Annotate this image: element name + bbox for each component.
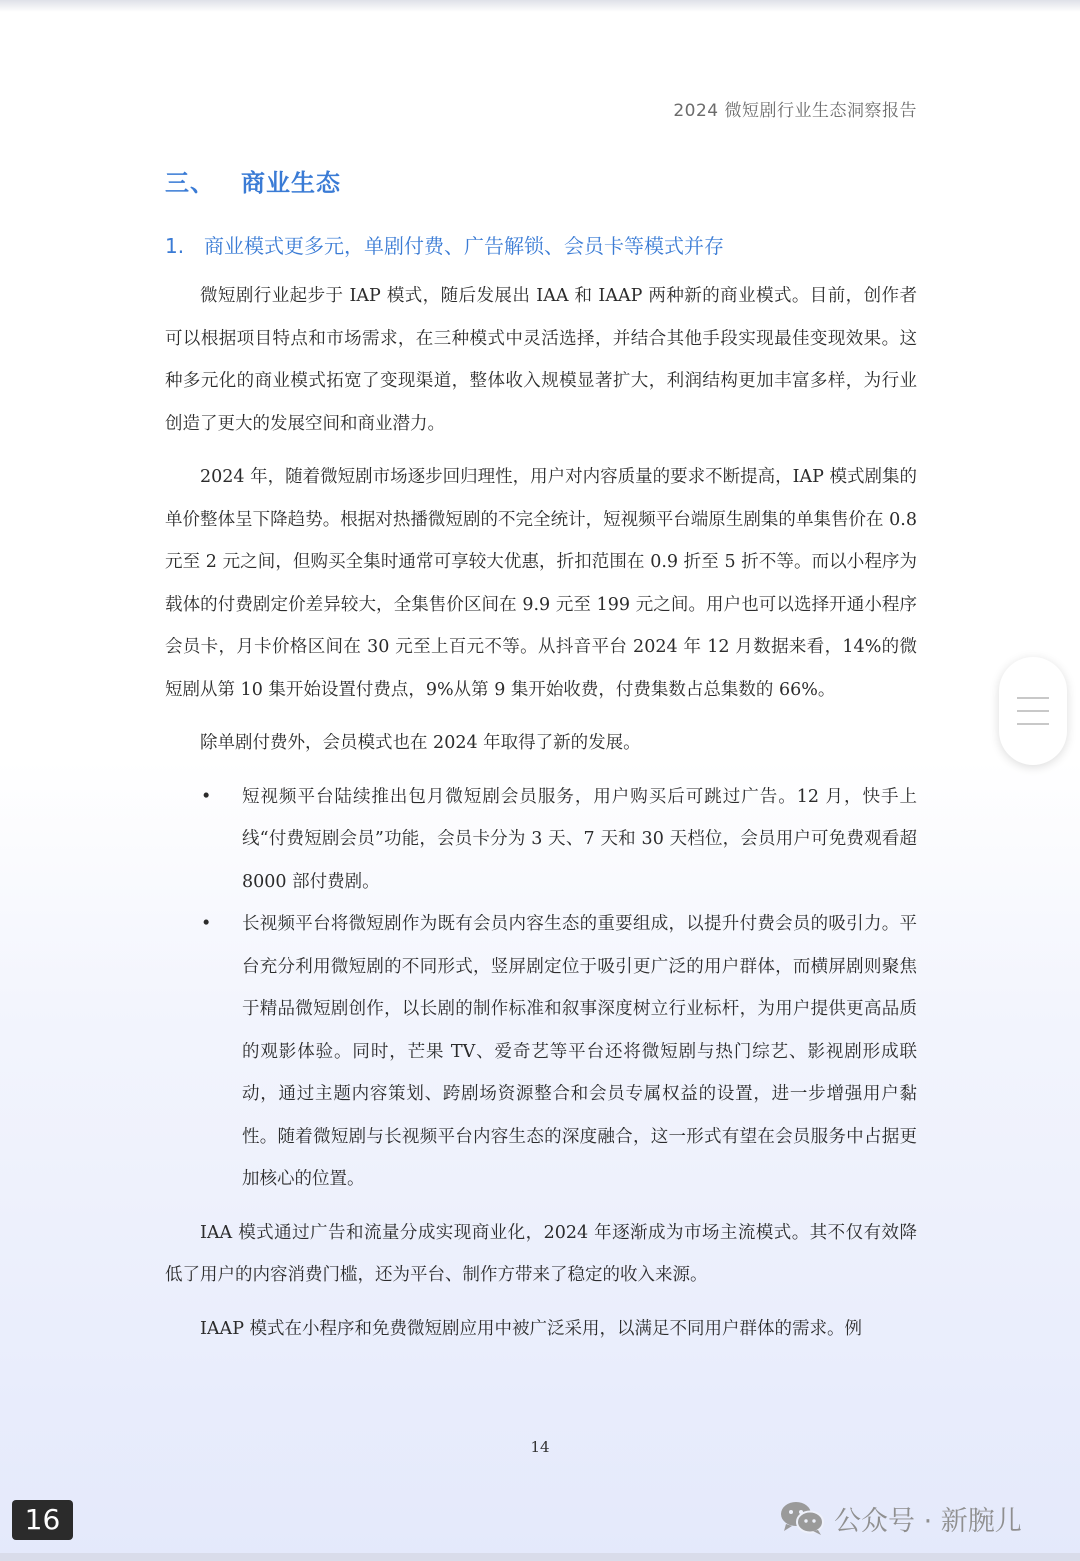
top-shadow [0,0,1080,12]
bullet-dot: • [201,914,212,934]
paragraph-iap-pricing: 2024 年，随着微短剧市场逐步回归理性，用户对内容质量的要求不断提高，IAP 模式剧集的单价整体呈下降趋势。根据对热播微短剧的不完全统计，短视频平台端原生剧集的单集售价在 0.8 元至 2 元之间，但购买全集时通常可享较大优惠，折扣范围在 0.9 折至 5 折不等。而以小程序为载体的付费剧定价差异较大，全集售价区间在 9.9 元至 199 元之间。用户也可以选择开通小程序会员卡，月卡价格区间在 30 元至上百元不等。从抖音平台 2024 年 12 月数据来看，14%的微短剧从第 10 集开始设置付费点，9%从第 9 集开始收费，付费集数占总集数的 66%。 [165,467,917,700]
bullet-item-short-video [165,776,917,904]
subsection-heading [165,230,724,259]
section-heading [165,163,341,198]
subsection-title: 商业模式更多元，单剧付费、广告解锁、会员卡等模式并存 [204,234,724,258]
page-number: 14 [530,1438,550,1456]
subsection-number: 1. [165,234,185,258]
report-header-title: 2024 微短剧行业生态洞察报告 [673,101,917,121]
document-body [165,275,917,1361]
page-badge: 16 [12,1500,73,1540]
bullet-text: 短视频平台陆续推出包月微短剧会员服务，用户购买后可跳过广告。12 月，快手上线“付费短剧会员”功能，会员卡分为 3 天、7 天和 30 天档位，会员用户可免费观看超 8000 部付费剧。 [242,786,917,892]
bullet-text: 长视频平台将微短剧作为既有会员内容生态的重要组成，以提升付费会员的吸引力。平台充分利用微短剧的不同形式，竖屏剧定位于吸引更广泛的用户群体，而横屏剧则聚焦于精品微短剧创作，以长剧的制作标准和叙事深度树立行业标杆，为用户提供更高品质的观影体验。同时，芒果 TV、爱奇艺等平台还将微短剧与热门综艺、影视剧形成联动，通过主题内容策划、跨剧场资源整合和会员专属权益的设置，进一步增强用户黏性。随着微短剧与长视频平台内容生态的深度融合，这一形式有望在会员服务中占据更加核心的位置。 [242,914,917,1189]
side-menu-button[interactable] [999,657,1067,765]
paragraph-iaa: IAA 模式通过广告和流量分成实现商业化，2024 年逐渐成为市场主流模式。其不仅有效降低了用户的内容消费门槛，还为平台、制作方带来了稳定的收入来源。 [165,1222,917,1285]
section-number: 三、 [165,169,215,197]
menu-icon [1017,697,1049,725]
watermark-text: 公众号 · 新腕儿 [834,1505,1022,1537]
bullet-item-long-video [165,903,917,1201]
bottom-strip [0,1553,1080,1561]
section-title: 商业生态 [241,169,341,197]
paragraph-iaap: IAAP 模式在小程序和免费微短剧应用中被广泛采用，以满足不同用户群体的需求。例 [200,1318,863,1339]
wechat-icon [780,1500,824,1536]
bullet-dot: • [201,786,212,807]
bullet-list [165,776,917,1201]
paragraph-membership: 除单剧付费外，会员模式也在 2024 年取得了新的发展。 [200,733,641,753]
paragraph-intro: 微短剧行业起步于 IAP 模式，随后发展出 IAA 和 IAAP 两种新的商业模式。目前，创作者可以根据项目特点和市场需求，在三种模式中灵活选择，并结合其他手段实现最佳变现效果。这种多元化的商业模式拓宽了变现渠道，整体收入规模显著扩大，利润结构更加丰富多样，为行业创造了更大的发展空间和商业潜力。 [165,286,917,434]
watermark [780,1496,1022,1540]
